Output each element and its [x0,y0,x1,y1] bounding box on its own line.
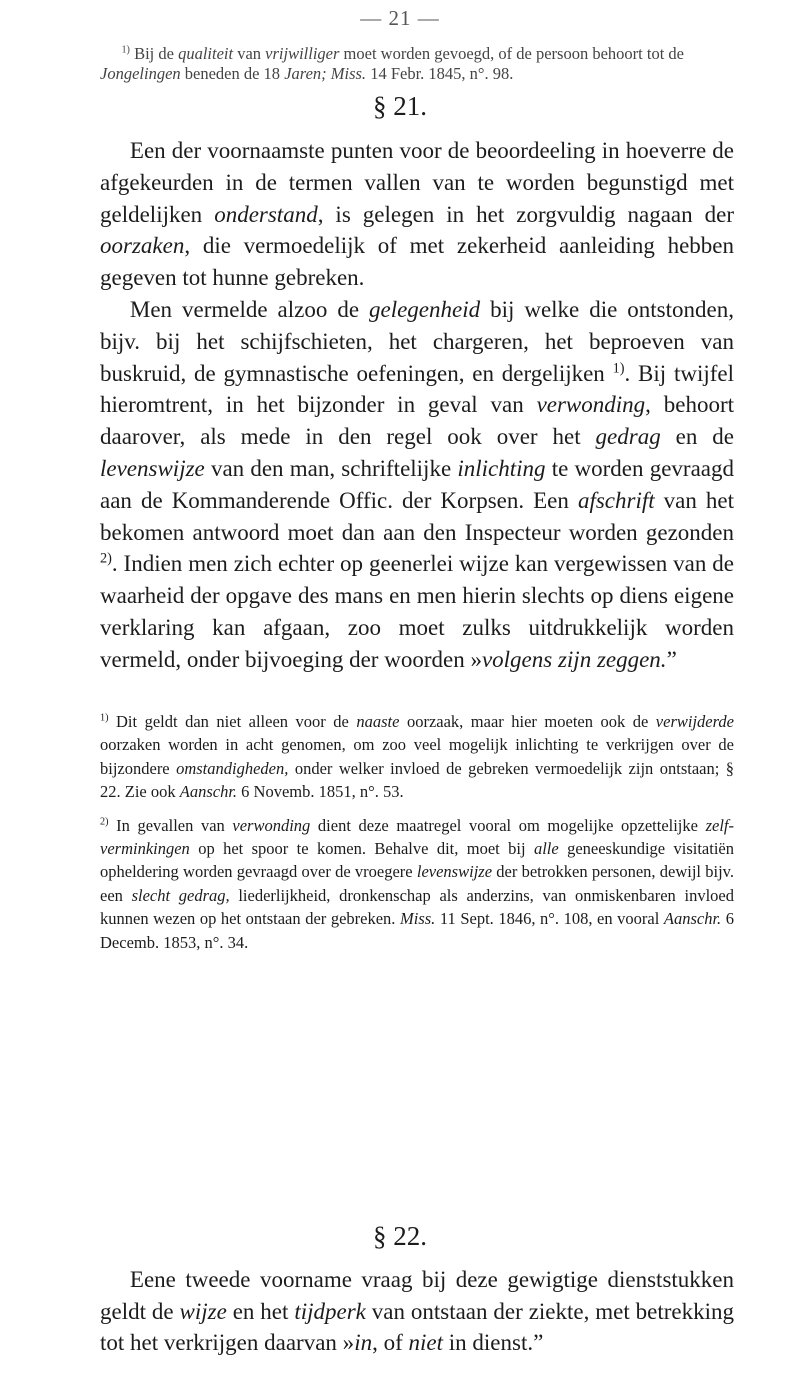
emphasis: gedrag [595,424,661,450]
text-span: Eene tweede voorname vraag bij deze gewigtige dienststukken geldt de [100,1267,734,1324]
text-span: op het spoor te komen. Behalve dit, moet bij [189,839,534,859]
section-21-body [100,135,734,676]
emphasis: onderstand [214,201,318,227]
paragraph [100,294,734,676]
emphasis: verwonding [536,392,646,418]
text-span: Men vermelde alzoo de [129,296,369,322]
text-span: 11 Sept. 1846, n°. 108, en vooral [435,909,664,929]
emphasis: zelf-verminkingen [100,815,734,859]
emphasis: inlichting [457,455,546,481]
text-span: bij welke die ontstonden, bijv. bij het schijfschieten, het chargeren, het beproeven van buskruid, de gymnastische oefeningen, en dergelijken [100,296,734,386]
text-span: 6 Decemb. 1853, n°. 34. [100,909,735,952]
section-22-heading: § 22. [373,1221,427,1251]
text-span: van [233,44,266,63]
emphasis: Aanschr. [179,782,238,802]
page-number: — 21 — [360,6,440,30]
footnote-marker: 1) [121,44,130,56]
emphasis: afschrift [577,487,655,513]
emphasis: wijze [179,1298,227,1324]
text-span: der betrokken personen, dewijl bijv. een [100,862,734,905]
emphasis: volgens zijn zeggen. [481,646,667,672]
text-span: en het [226,1298,295,1324]
footnote-ref: 2) [100,550,112,567]
footnote-top [100,44,734,84]
emphasis: omstandigheden, [176,758,289,778]
footnote-1 [100,710,734,804]
text-span: Bij de [129,44,179,63]
text-span: 6 Novemb. 1851, n°. 53. [237,782,404,802]
section-21-heading: § 21. [373,91,427,121]
emphasis: Aanschr. [663,909,722,929]
text-span: Een der voornaamste punten voor de beoordeeling in hoeverre de afgekeurden in de termen vallen van te worden begunstigd met geldelijken [100,138,734,227]
text-span: , die vermoedelijk of met zekerheid aanleiding hebben gegeven tot hunne gebreken. [100,233,734,291]
text-span: ” [666,646,677,672]
text-span: beneden de 18 [180,64,285,83]
footnotes [100,710,734,964]
footnote-2 [100,814,734,954]
text-span: 14 Febr. 1845, n°. 98. [366,64,514,83]
text-span: In gevallen van [108,815,233,835]
text-span: in dienst.” [443,1330,544,1355]
footnote-marker: 1) [100,712,109,724]
text-span: moet worden gevoegd, of de persoon behoort tot de [339,44,684,63]
text-span: , behoort daarover, als mede in den regel ook over het [100,392,735,450]
text-span: geneeskundige visitatiën opheldering worden gevraagd over de vroegere [100,839,734,882]
emphasis: slecht gedrag, [131,885,230,905]
emphasis: oorzaken [100,233,185,259]
emphasis: qualiteit [178,44,234,63]
emphasis: tijdperk [294,1298,366,1324]
footnote-ref: 1) [612,359,625,376]
emphasis: Jongelingen [100,64,181,83]
emphasis: naaste [356,712,400,731]
emphasis: Jaren; Miss. [284,64,367,83]
emphasis: Miss. [400,909,436,929]
text-span: liederlijkheid, dronkenschap als anderzins, van onmiskenbaren invloed kunnen wezen op het ontstaan der gebreken. [100,885,734,929]
emphasis: levenswijze [100,455,205,481]
text-span: van het bekomen antwoord moet dan aan den Inspecteur worden gezonden [100,487,734,545]
text-span: Dit geldt dan niet alleen voor de [108,712,357,731]
emphasis: alle [533,839,559,859]
emphasis: gelegenheid [369,296,481,322]
paragraph [100,135,734,294]
footnote-marker: 2) [100,816,109,828]
text-span: . Bij twijfel hieromtrent, in het bijzonder in geval van [100,360,734,418]
text-span: onder welker invloed de gebreken vermoedelijk zijn ontstaan; § 22. Zie ook [100,758,735,802]
text-span: dient deze maatregel vooral om mogelijke opzettelijke [310,815,706,835]
text-span: oorzaak, maar hier moeten ook de [399,712,656,731]
emphasis: levenswijze [416,862,493,882]
emphasis: vrijwilliger [265,44,340,63]
emphasis: verwijderde [655,712,734,731]
emphasis: in [354,1330,373,1355]
text-span: , is gelegen in het zorgvuldig nagaan der [317,201,734,227]
text-span: , of [372,1330,409,1355]
emphasis: niet [408,1330,443,1355]
text-span: . Indien men zich echter op geenerlei wijze kan vergewissen van de waarheid der opgave des mans en men hierin slechts op diens eigene verklaring kan afgaan, zoo moet zulks uitdrukkelijk worden vermeld, onder bijvoeging der woorden » [100,551,734,672]
text-span: en de [660,424,734,450]
emphasis: verwonding [232,815,311,835]
text-span: te worden gevraagd aan de Kommanderende Offic. der Korpsen. Een [100,455,734,513]
text-span: van den man, schriftelijke [204,455,458,481]
text-span: oorzaken worden in acht genomen, om zoo veel mogelijk inlichting te verkrijgen over de bijzondere [100,735,734,778]
paragraph [100,1264,734,1359]
text-span: van ontstaan der ziekte, met betrekking tot het verkrijgen daarvan » [100,1298,734,1355]
section-22-body [100,1264,734,1359]
footnote-paragraph [100,44,734,84]
